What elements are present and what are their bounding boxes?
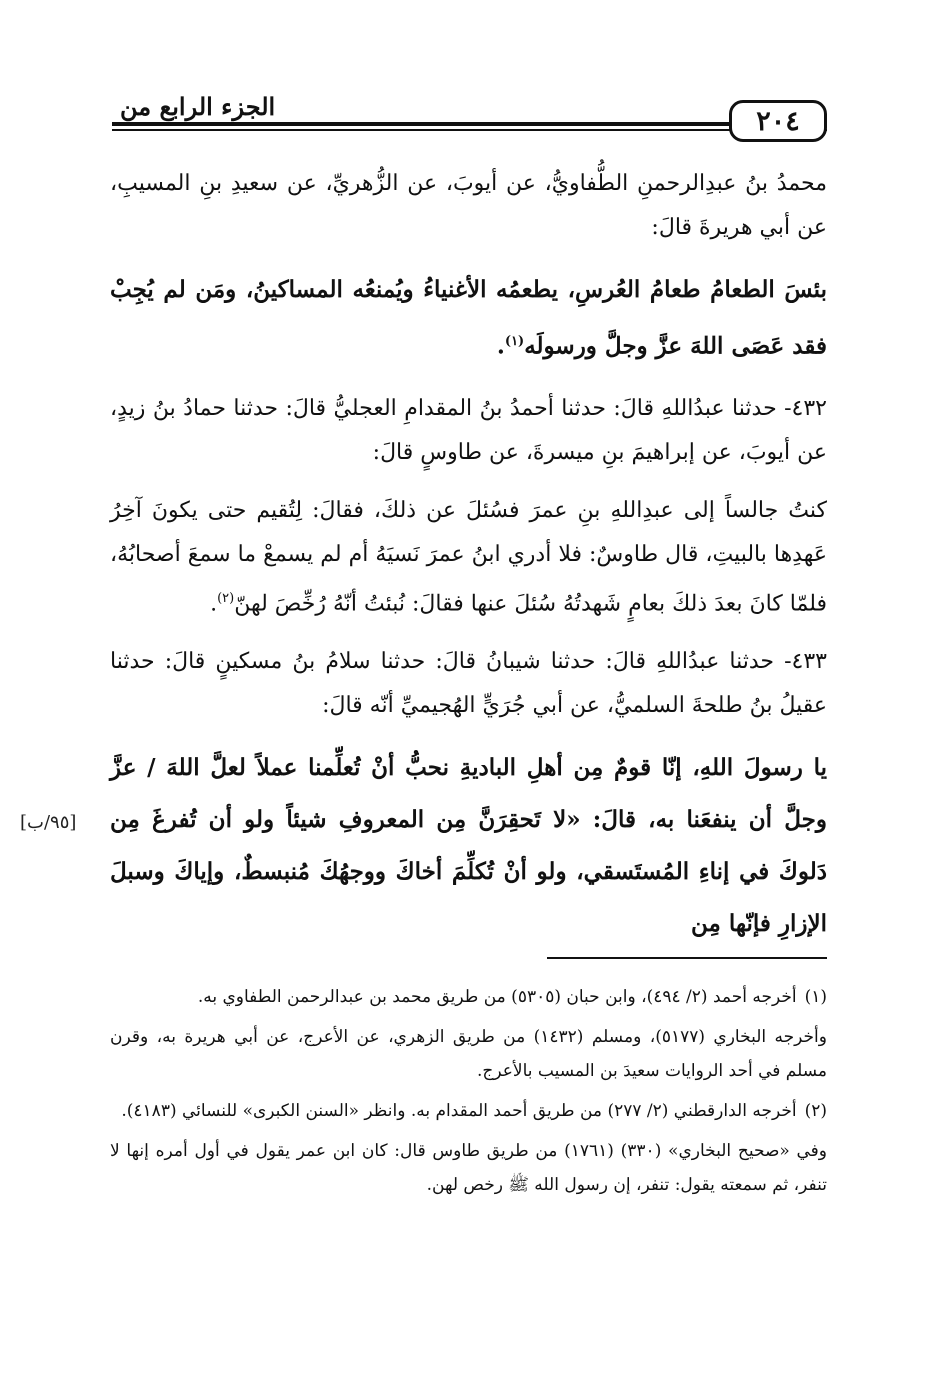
main-text [110,162,827,964]
end-dot: . [496,332,505,360]
header-rule-thin [112,129,827,131]
footnote-text: أخرجه الدارقطني (٢/ ٢٧٧) من طريق أحمد المقدام به. وانظر «السنن الكبرى» للنسائي (٤١٨٣). [121,1101,797,1121]
footnote-1-continued [110,1020,827,1088]
hadith-text [110,264,827,373]
footnote-separator [547,957,827,959]
footnote-text: وأخرجه البخاري (٥١٧٧)، ومسلم (١٤٣٢) من طريق الزهري، عن الأعرج، عن أبي هريرة به، وقرن مسلم في أحد الروايات سعيدَ بن المسيب بالأعرج. [110,1027,827,1081]
footnote-2-continued [110,1134,827,1202]
footnote-ref-1[interactable]: (١) [504,334,525,349]
footnote-1 [110,980,827,1014]
running-title: الجزء الرابع من [112,92,275,121]
hadith-432-body: كنتُ جالساً إلى عبدِاللهِ بنِ عمرَ فسُئلَ عن ذلكَ، فقالَ: لِتُقيم حتى يكونَ آخِرُ عَهدِها بالبيتِ، قال طاوسٌ: فلا أدري ابنُ عمرَ نَسيَهُ أم لم يسمعْ ما سمعَ أصحابُهُ، فلمّا كانَ بعدَ ذلكَ بعامٍ شَهدتُهُ سُئلَ عنها فقالَ: نُبئتُ أنّهُ رُخِّصَ لهنّ [110,497,827,616]
page-number: ٢٠٤ [729,100,827,142]
hadith-432-isnad: ٤٣٢- حدثنا عبدُاللهِ قالَ: حدثنا أحمدُ بنُ المقدامِ العجليُّ قالَ: حدثنا حمادُ بنُ زيدٍ، عن أيوبَ، عن إبراهيمَ بنِ ميسرةَ، عن طاوسٍ قالَ: [110,395,827,465]
footnote-number: (١) [804,987,827,1007]
header-rule-thick [112,122,827,126]
footnotes [110,980,827,1208]
footnote-ref-2[interactable]: (٢) [217,590,235,606]
isnad-paragraph: محمدُ بنُ عبدِالرحمنِ الطُّفاويُّ، عن أيوبَ، عن الزُّهريِّ، عن سعيدِ بنِ المسيبِ، عن أبي هريرةَ قالَ: [110,171,827,240]
page-header [112,92,827,148]
end-dot-2: . [210,590,218,616]
manuscript-folio-note: [٩٥/ب] [20,812,77,833]
hadith-text-body: بئسَ الطعامُ طعامُ العُرسِ، يطعمُه الأغنياءُ ويُمنعُه المساكينُ، ومَن لم يُجِبْ فقد عَصَى اللهَ عزَّ وجلَّ ورسولَه [110,276,827,360]
footnote-2 [110,1094,827,1128]
hadith-433-text: يا رسولَ اللهِ، إنّا قومٌ مِن أهلِ الباديةِ نحبُّ أنْ تُعلِّمنا عملاً لعلَّ اللهَ / عزَّ وجلَّ أن ينفعَنا به، قالَ: «لا تَحقِرَنَّ مِن المعروفِ شيئاً ولو أن تُفرغَ مِن دَلوكَ في إناءِ المُستَسقي، ولو أنْ تُكلِّمَ أخاكَ ووجهُكَ مُنبسطٌ، وإياكَ وسبلَ الإزارِ فإنّها مِن [110,753,827,937]
hadith-432-text [110,489,827,626]
footnote-text: أخرجه أحمد (٢/ ٤٩٤)، وابن حبان (٥٣٠٥) من طريق محمد بن عبدالرحمن الطفاوي به. [197,987,797,1007]
footnote-number: (٢) [804,1101,827,1121]
hadith-433-isnad: ٤٣٣- حدثنا عبدُاللهِ قالَ: حدثنا شيبانُ قالَ: حدثنا سلامُ بنُ مسكينٍ قالَ: حدثنا عقيلُ بنُ طلحةَ السلميُّ، عن أبي جُرَيٍّ الهُجيميِّ أنّه قالَ: [110,648,827,718]
footnote-text: وفي «صحيح البخاري» (٣٣٠) (١٧٦١) من طريق طاوس قال: كان ابن عمر يقول في أول أمره إنها لا تنفر، ثم سمعته يقول: تنفر، إن رسول الله ﷺ رخص لهن. [110,1141,828,1195]
